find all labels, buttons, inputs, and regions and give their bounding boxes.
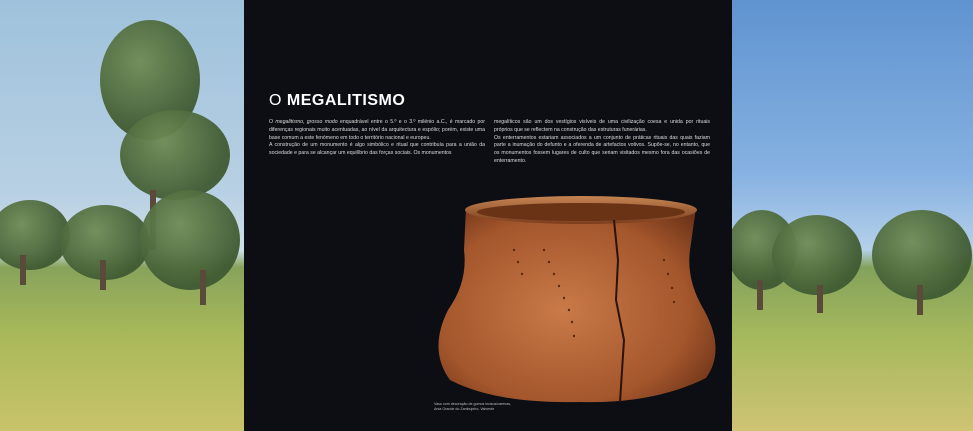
tree-trunk (817, 285, 823, 313)
tree-trunk (100, 260, 106, 290)
page-title (269, 92, 405, 110)
paragraph (269, 119, 485, 142)
olive-tree (140, 190, 240, 290)
tree-trunk (917, 285, 923, 315)
title-light: O (269, 92, 282, 109)
pot-body (438, 199, 715, 402)
tree-trunk (200, 270, 206, 305)
text-column-2 (494, 119, 710, 166)
pot-opening (477, 203, 685, 221)
paragraph-text: O (269, 119, 276, 125)
paragraph: A construção de um monumento é algo simbólico e ritual que contribuía para a união da sociedade e para se alcançar um equilíbrio das forças sociais. Os monumentos (269, 142, 485, 157)
left-landscape-photo (0, 0, 244, 431)
paragraph: Os enterramentos estariam associados a um conjunto de práticas rituais das quais faziam parte a inumação do defunto e a oferenda de artefactos votivos. Supõe-se, no entanto, que os monumentos fossem lugares de culto que seriam visitados mesmo fora das ocasiões de enterramento. (494, 134, 710, 164)
olive-tree (772, 215, 862, 295)
text-column-1 (269, 119, 485, 158)
title-bold: MEGALITISMO (286, 92, 406, 109)
paragraph-text: enquadrável entre o 5.º e o 3.º milénio a.C., é marcado por diferenças regionais muito acentuadas, ao nível da arquitectura e espólio; porém, existe uma base comum a este fenómeno em todo o território nacional e europeu. (269, 119, 485, 141)
paragraph: megalíticos são um dos vestígios visíveis de uma civilização coesa e unida por rituais próprios que se reflectem na construção das estruturas funerárias. (494, 119, 710, 133)
ceramic-vessel-image (434, 190, 726, 404)
tree-canopy (120, 110, 230, 200)
article-page (244, 0, 732, 431)
image-caption (434, 402, 524, 412)
tree-trunk (757, 280, 763, 310)
right-landscape-photo (732, 0, 973, 431)
caption-line: Vaso com decoração de gomos incisos/carenas, (434, 402, 512, 406)
tree-trunk (20, 255, 26, 285)
caption-line: Anta Grande do Zambujeiro, Valverde (434, 407, 495, 411)
emphasis-text: megalitismo, grosso modo (275, 119, 338, 125)
olive-tree (0, 200, 70, 270)
